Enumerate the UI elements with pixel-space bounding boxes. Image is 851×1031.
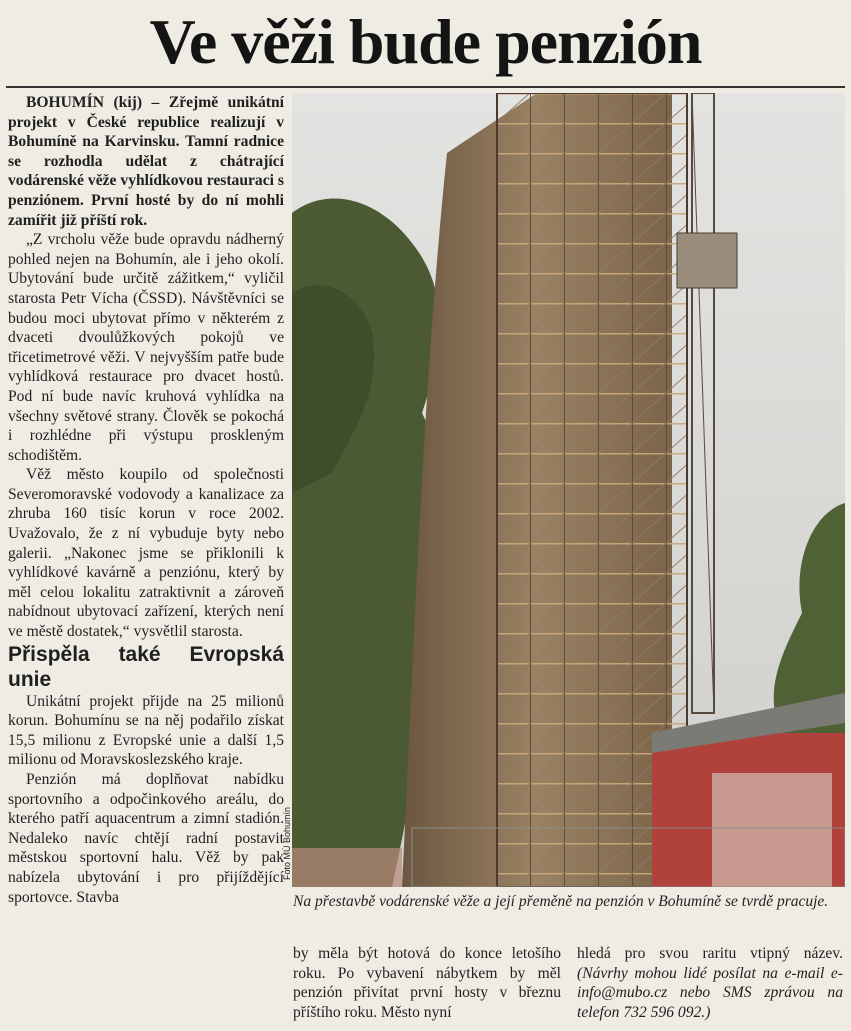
headline: Ve věži bude penzión — [149, 6, 702, 77]
water-tower-photo — [292, 93, 845, 887]
photo-caption: Na přestavbě vodárenské věže a její přeměně na penzión v Bohumíně se tvrdě pracuje. — [293, 893, 829, 910]
paragraph-4-continued: by měla být hotová do konce letošího roku. Po vybavení nábytkem by měl penzión přivítat první hosty v březnu příštího roku. Město nyní — [293, 945, 561, 1021]
photo-credit: Foto MÚ Bohumín — [282, 806, 292, 880]
article-column-left — [8, 93, 284, 1031]
subheading: Přispěla také Evropská unie — [8, 642, 284, 691]
contact-note: (Návrhy mohou lidé posílat na e-mail e-info@mubo.cz nebo SMS zprávou na telefon 732 596 092.) — [577, 964, 843, 1021]
paragraph-4: Penzión má doplňovat nabídku sportovního a odpočinkového areálu, do kterého patří aquacentrum a zimní stadión. Nedaleko navíc chtějí radní postavit městskou sportovní halu. Věž by pak nabízela ubytování i pro přijíždějící sportovce. Stavba — [8, 771, 284, 906]
top-rule — [6, 86, 845, 88]
lead-paragraph: BOHUMÍN (kij) – Zřejmě unikátní projekt v České republice realizují v Bohumíně na Karvinsku. Tamní radnice se rozhodla udělat z chátrající vodárenské věže vyhlídkovou restauraci s penziónem. První hosté by do ní mohli zamířit již příští rok. — [8, 94, 284, 229]
paragraph-3: Unikátní projekt přijde na 25 milionů korun. Bohumínu se na něj podařilo získat 15,5 milionu z Evropské unie a další 1,5 milionu od Moravskoslezského kraje. — [8, 692, 284, 769]
paragraph-4-end: hledá pro svou raritu vtipný název. — [577, 945, 843, 962]
article-photo — [292, 93, 845, 887]
article-column-right — [577, 944, 843, 1022]
article-column-middle — [293, 944, 561, 1022]
paragraph-2: Věž město koupilo od společnosti Severomoravské vodovody a kanalizace za zhruba 160 tisíc korun v roce 2002. Uvažovalo, že z ní vybuduje byty nebo galerii. „Nakonec jsme se přiklonili k vyhlídkové kavárně a penziónu, který by měl celou lokalitu zatraktivnit a zároveň nabídnout ubytovací zařízení, kterých není ve městě dostatek,“ vysvětlil starosta. — [8, 466, 284, 641]
paragraph-1: „Z vrcholu věže bude opravdu nádherný pohled nejen na Bohumín, ale i jeho okolí. Ubytování bude určitě zážitkem,“ vyličil starosta Petr Vícha (ČSSD). Návštěvníci se budou moci ubytovat přímo v některém z dvaceti dvoulůžkových pokojů ve třicetimetrové věži. V nejvyšším patře bude vyhlídková restaurace pro dvacet hostů. Pod ní bude navíc kruhová vyhlídka na všechny světové strany. Člověk se pokochá i rozhlédne při výstupu proskleným schodištěm. — [8, 231, 284, 464]
